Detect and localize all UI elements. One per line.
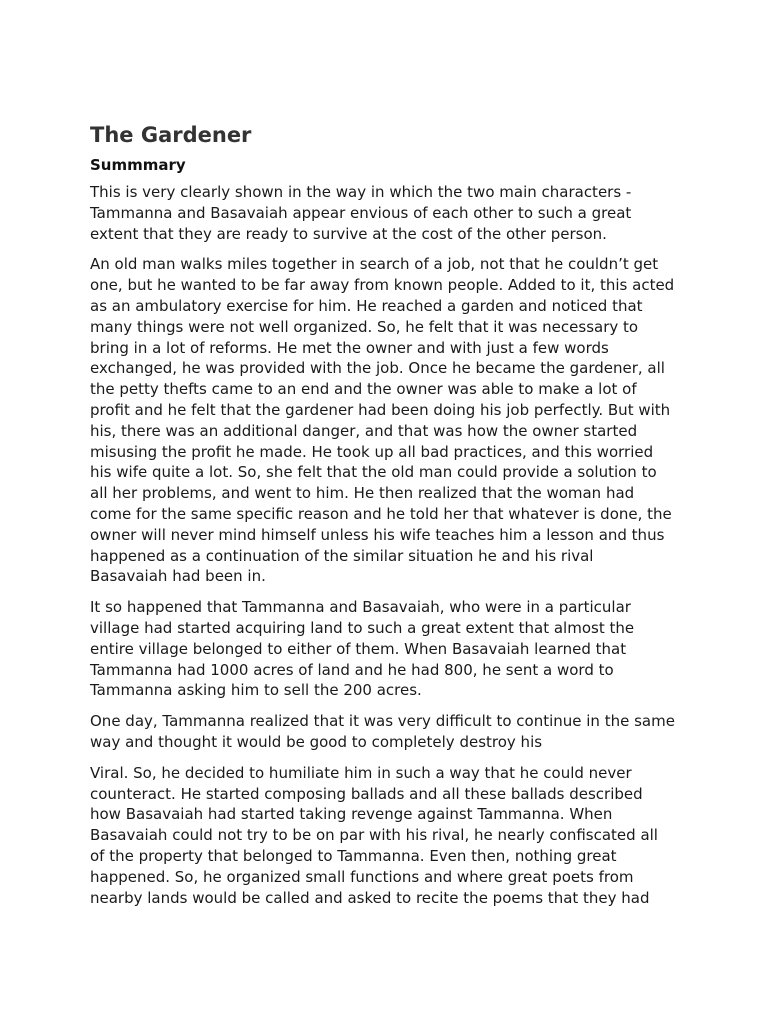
paragraph-line: all her problems, and went to him. He then realized that the woman had: [90, 484, 635, 503]
paragraph-line: Viral. So, he decided to humiliate him in such a way that he could never: [90, 763, 632, 782]
paragraph-line: his, there was an additional danger, and that was how the owner started: [90, 421, 638, 440]
document-title: The Gardener: [90, 123, 252, 147]
paragraph-line: as an ambulatory exercise for him. He reached a garden and noticed that: [90, 296, 643, 315]
paragraph-line: Tammanna and Basavaiah appear envious of each other to such a great: [90, 203, 632, 222]
paragraph-line: bring in a lot of reforms. He met the owner and with just a few words: [90, 338, 609, 357]
paragraph-line: happened. So, he organized small functions and where great poets from: [90, 867, 634, 886]
paragraph-line: his wife quite a lot. So, she felt that the old man could provide a solution to: [90, 463, 657, 482]
paragraph-line: village had started acquiring land to such a great extent that almost the: [90, 618, 635, 637]
paragraph: [90, 597, 685, 701]
paragraph: [90, 711, 685, 753]
paragraph-line: many things were not well organized. So, he felt that it was necessary to: [90, 317, 639, 336]
paragraph-line: profit and he felt that the gardener had been doing his job perfectly. But with: [90, 400, 671, 419]
paragraph-line: Basavaiah had been in.: [90, 567, 266, 586]
paragraph-line: of the property that belonged to Tammanna. Even then, nothing great: [90, 846, 617, 865]
paragraph-line: happened as a continuation of the similar situation he and his rival: [90, 546, 594, 565]
paragraph-line: the petty thefts came to an end and the owner was able to make a lot of: [90, 380, 637, 399]
paragraph: [90, 763, 685, 909]
paragraph: [90, 182, 685, 244]
paragraph-line: nearby lands would be called and asked to recite the poems that they had: [90, 888, 650, 907]
paragraph-line: exchanged, he was provided with the job. Once he became the gardener, all: [90, 359, 665, 378]
paragraph-line: come for the same specific reason and he told her that whatever is done, the: [90, 504, 672, 523]
paragraph-line: how Basavaiah had started taking revenge against Tammanna. When: [90, 805, 613, 824]
paragraph-line: extent that they are ready to survive at the cost of the other person.: [90, 224, 607, 243]
paragraph-line: owner will never mind himself unless his wife teaches him a lesson and thus: [90, 525, 665, 544]
body-text: [90, 182, 685, 908]
paragraph-line: one, but he wanted to be far away from known people. Added to it, this acted: [90, 276, 675, 295]
document-page: [90, 120, 685, 918]
section-heading: Summmary: [90, 156, 186, 174]
paragraph-line: One day, Tammanna realized that it was very difficult to continue in the same: [90, 712, 675, 731]
paragraph-line: This is very clearly shown in the way in which the two main characters -: [90, 183, 632, 201]
paragraph-line: It so happened that Tammanna and Basavaiah, who were in a particular: [90, 598, 631, 617]
paragraph-line: Tammanna asking him to sell the 200 acres.: [90, 681, 422, 700]
paragraph-line: Tammanna had 1000 acres of land and he had 800, he sent a word to: [90, 660, 614, 679]
paragraph-line: misusing the profit he made. He took up all bad practices, and this worried: [90, 442, 654, 461]
paragraph-line: way and thought it would be good to completely destroy his: [90, 732, 543, 751]
paragraph-line: counteract. He started composing ballads and all these ballads described: [90, 784, 643, 803]
paragraph-line: entire village belonged to either of them. When Basavaiah learned that: [90, 639, 627, 658]
paragraph-line: An old man walks miles together in search of a job, not that he couldn’t get: [90, 255, 659, 274]
paragraph-line: Basavaiah could not try to be on par with his rival, he nearly confiscated all: [90, 826, 658, 845]
paragraph: [90, 254, 685, 587]
